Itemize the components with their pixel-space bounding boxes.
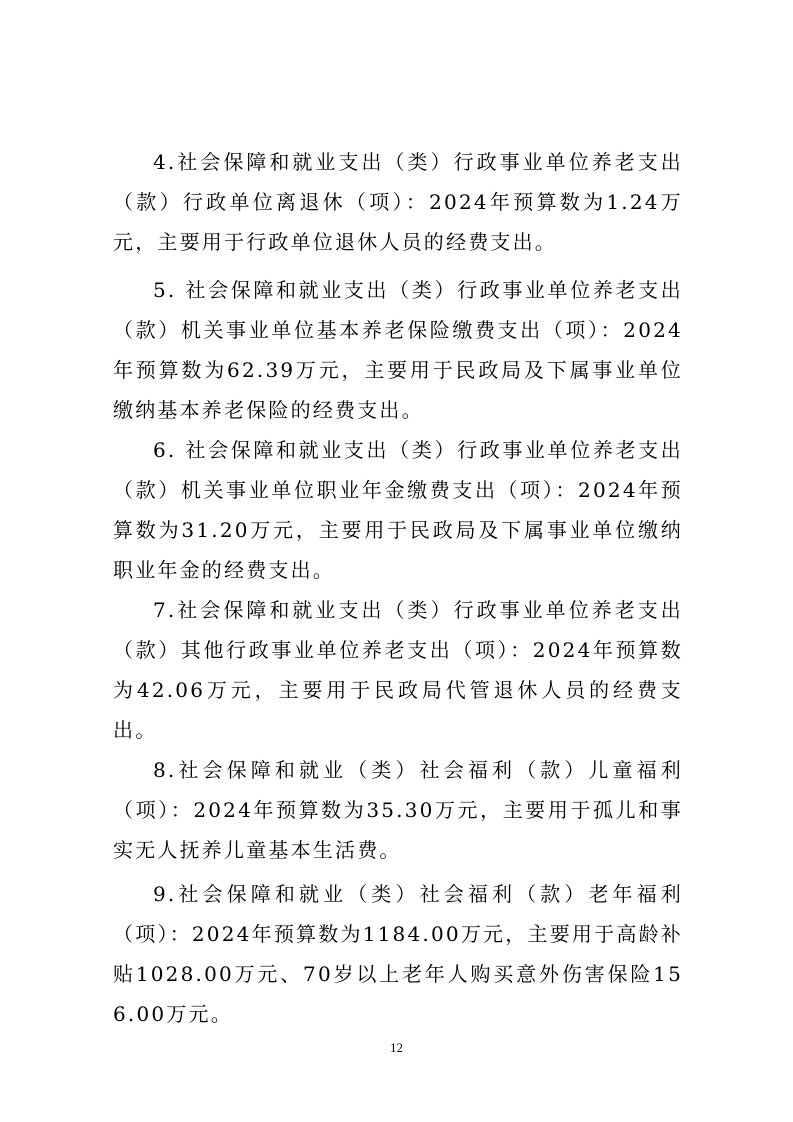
paragraph-item-5: 5. 社会保障和就业支出（类）行政事业单位养老支出（款）机关事业单位基本养老保险缴费支出（项）：2024年预算数为62.39万元，主要用于民政局及下属事业单位缴纳基本养老保险的经费支出。 [113, 278, 683, 422]
paragraph-item-9: 9.社会保障和就业（类）社会福利（款）老年福利（项）：2024年预算数为1184.00万元，主要用于高龄补贴1028.00万元、70岁以上老年人购买意外伤害保险156.00万元。 [113, 882, 683, 1026]
paragraph-item-4: 4.社会保障和就业支出（类）行政事业单位养老支出（款）行政单位离退休（项）：2024年预算数为1.24万元，主要用于行政单位退休人员的经费支出。 [113, 150, 683, 254]
paragraph-item-8: 8.社会保障和就业（类）社会福利（款）儿童福利（项）：2024年预算数为35.30万元，主要用于孤儿和事实无人抚养儿童基本生活费。 [113, 758, 683, 862]
page-number: 12 [390, 1040, 403, 1055]
paragraph-item-6: 6. 社会保障和就业支出（类）行政事业单位养老支出（款）机关事业单位职业年金缴费支出（项）：2024年预算数为31.20万元，主要用于民政局及下属事业单位缴纳职业年金的经费支出。 [113, 438, 683, 582]
document-body [113, 142, 683, 1034]
paragraph-item-7: 7.社会保障和就业支出（类）行政事业单位养老支出（款）其他行政事业单位养老支出（项）：2024年预算数为42.06万元，主要用于民政局代管退休人员的经费支出。 [113, 598, 683, 742]
